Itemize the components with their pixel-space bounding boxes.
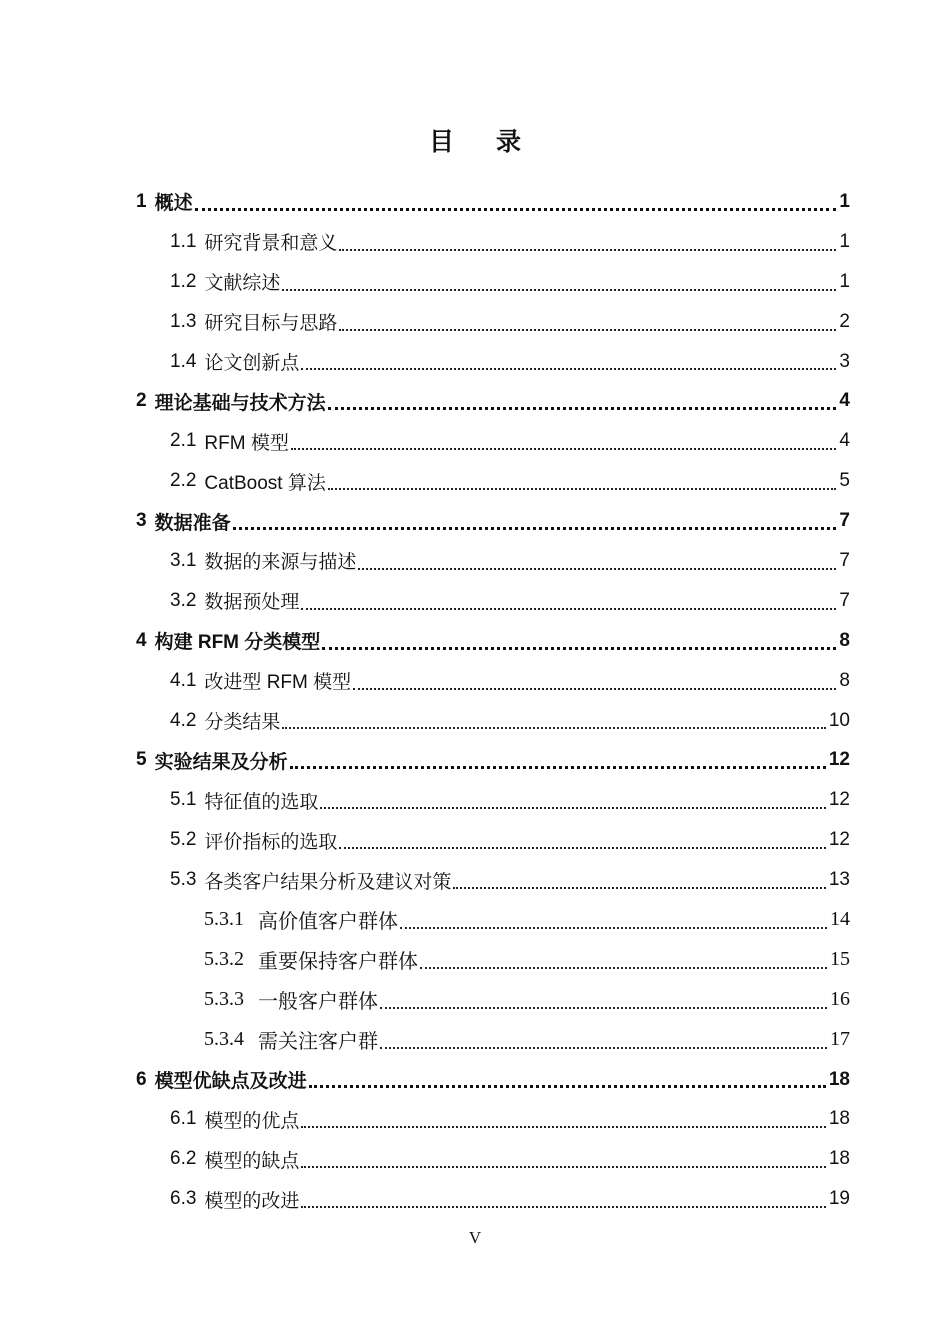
toc-entry[interactable] (0, 1060, 850, 1100)
toc-entry-number: 5.3.1 (204, 908, 244, 931)
toc-entry-number: 2 (136, 390, 147, 412)
toc-entry[interactable] (0, 940, 850, 980)
toc-entry-number: 6.1 (170, 1108, 197, 1130)
toc-entry[interactable] (0, 701, 850, 741)
toc-entry-label: 评价指标的选取 (204, 831, 338, 853)
toc-entry-label: 数据预处理 (204, 592, 300, 614)
toc-entry[interactable] (0, 342, 850, 382)
toc-entry-label: 重要保持客户群体 (258, 951, 418, 974)
toc-entry-number: 6 (136, 1068, 147, 1090)
toc-entry[interactable] (0, 860, 850, 900)
toc-entry-label: 数据准备 (154, 512, 231, 534)
table-of-contents (0, 182, 950, 1219)
toc-entry-number: 5 (136, 749, 147, 771)
dot-leader (195, 207, 837, 211)
toc-entry-label: 模型的改进 (204, 1190, 300, 1212)
dot-leader (358, 567, 836, 570)
toc-entry[interactable] (0, 182, 850, 222)
dot-leader (282, 288, 836, 291)
toc-entry-label: 分类结果 (204, 712, 281, 734)
toc-entry-page: 18 (828, 1108, 850, 1130)
dot-leader (322, 646, 836, 650)
toc-entry-page: 7 (839, 589, 850, 611)
toc-entry-label: 模型的优点 (204, 1110, 300, 1132)
toc-entry[interactable] (0, 381, 850, 421)
dot-leader (400, 926, 827, 929)
toc-entry-page: 12 (828, 829, 850, 851)
dot-leader (301, 367, 836, 370)
toc-entry[interactable] (0, 1179, 850, 1219)
toc-entry-page: 8 (839, 629, 850, 651)
toc-entry-number: 4.1 (170, 669, 197, 691)
toc-entry-number: 2.1 (170, 430, 197, 452)
toc-entry[interactable] (0, 222, 850, 262)
toc-entry-number: 2.2 (170, 470, 197, 492)
toc-entry-page: 16 (830, 988, 850, 1011)
toc-entry-label: 需关注客户群 (258, 1031, 378, 1054)
toc-entry-number: 3.1 (170, 549, 197, 571)
dot-leader (290, 765, 826, 769)
toc-entry-page: 8 (839, 669, 850, 691)
toc-entry[interactable] (0, 820, 850, 860)
toc-entry[interactable] (0, 541, 850, 581)
toc-entry-number: 5.1 (170, 789, 197, 811)
toc-entry-number: 5.2 (170, 829, 197, 851)
dot-leader (420, 966, 827, 969)
toc-entry[interactable] (0, 501, 850, 541)
toc-entry-number: 4 (136, 629, 147, 651)
toc-entry-label: 模型的缺点 (204, 1150, 300, 1172)
toc-entry-page: 4 (839, 390, 850, 412)
dot-leader (328, 487, 837, 490)
toc-entry-page: 4 (839, 430, 850, 452)
dot-leader (339, 846, 825, 849)
dot-leader (309, 1084, 826, 1088)
toc-entry-number: 1.4 (170, 350, 197, 372)
toc-entry[interactable] (0, 421, 850, 461)
toc-entry[interactable] (0, 262, 850, 302)
toc-entry-label: 各类客户结果分析及建议对策 (204, 871, 452, 893)
toc-entry-number: 5.3.2 (204, 948, 244, 971)
toc-entry-page: 3 (839, 350, 850, 372)
toc-entry-label: 实验结果及分析 (154, 751, 288, 773)
toc-entry-page: 17 (830, 1028, 850, 1051)
toc-entry-page: 12 (828, 749, 850, 771)
dot-leader (353, 687, 836, 690)
dot-leader (291, 447, 837, 450)
toc-entry-page: 15 (830, 948, 850, 971)
toc-entry-label: CatBoost 算法 (204, 472, 326, 494)
dot-leader (380, 1006, 827, 1009)
dot-leader (282, 726, 825, 729)
toc-entry-label: 概述 (154, 193, 193, 215)
dot-leader (453, 886, 825, 889)
toc-entry-page: 1 (839, 230, 850, 252)
dot-leader (301, 1165, 825, 1168)
toc-entry-number: 1.3 (170, 310, 197, 332)
toc-entry-number: 6.2 (170, 1148, 197, 1170)
toc-entry-label: 特征值的选取 (204, 791, 319, 813)
dot-leader (301, 607, 836, 610)
toc-entry-page: 1 (839, 190, 850, 212)
toc-entry[interactable] (0, 1099, 850, 1139)
toc-entry-page: 18 (828, 1068, 850, 1090)
dot-leader (301, 1205, 825, 1208)
toc-entry-page: 10 (828, 709, 850, 731)
toc-entry-number: 6.3 (170, 1188, 197, 1210)
toc-entry[interactable] (0, 780, 850, 820)
dot-leader (320, 806, 825, 809)
toc-entry[interactable] (0, 740, 850, 780)
toc-entry-label: 构建 RFM 分类模型 (154, 632, 321, 654)
toc-entry[interactable] (0, 1139, 850, 1179)
toc-entry-page: 19 (828, 1188, 850, 1210)
page-number-footer: V (468, 1228, 482, 1247)
toc-entry-number: 1.1 (170, 230, 197, 252)
toc-entry-number: 5.3 (170, 869, 197, 891)
toc-entry-label: 理论基础与技术方法 (154, 392, 326, 414)
toc-entry-label: RFM 模型 (204, 432, 289, 454)
toc-entry[interactable] (0, 661, 850, 701)
toc-entry-label: 研究目标与思路 (204, 313, 338, 335)
toc-entry-number: 3 (136, 510, 147, 532)
page-title: 目录 (428, 127, 563, 156)
toc-entry[interactable] (0, 581, 850, 621)
dot-leader (233, 526, 837, 530)
toc-entry[interactable] (0, 1020, 850, 1060)
toc-entry-label: 一般客户群体 (258, 991, 378, 1014)
toc-entry-number: 1 (136, 190, 147, 212)
toc-entry-page: 7 (839, 510, 850, 532)
dot-leader (339, 248, 836, 251)
toc-entry-page: 13 (828, 869, 850, 891)
toc-entry-label: 论文创新点 (204, 353, 300, 374)
toc-entry-page: 5 (839, 470, 850, 492)
toc-entry-page: 18 (828, 1148, 850, 1170)
toc-entry-number: 4.2 (170, 709, 197, 731)
toc-entry-label: 文献综述 (204, 273, 281, 295)
toc-entry-number: 1.2 (170, 270, 197, 292)
toc-entry-label: 数据的来源与描述 (204, 552, 357, 574)
dot-leader (301, 1125, 825, 1128)
dot-leader (328, 406, 837, 410)
toc-entry-page: 12 (828, 789, 850, 811)
toc-entry[interactable] (0, 461, 850, 501)
toc-entry-label: 模型优缺点及改进 (154, 1071, 307, 1093)
toc-entry[interactable] (0, 621, 850, 661)
toc-entry-label: 高价值客户群体 (258, 911, 398, 934)
toc-entry-number: 5.3.4 (204, 1028, 244, 1051)
toc-entry-label: 改进型 RFM 模型 (204, 672, 352, 694)
toc-entry[interactable] (0, 302, 850, 342)
toc-entry-page: 7 (839, 549, 850, 571)
dot-leader (339, 328, 836, 331)
toc-entry-number: 5.3.3 (204, 988, 244, 1011)
toc-entry-page: 14 (830, 908, 850, 931)
dot-leader (380, 1046, 827, 1049)
toc-entry-number: 3.2 (170, 589, 197, 611)
toc-entry-page: 2 (839, 310, 850, 332)
toc-entry-label: 研究背景和意义 (204, 233, 338, 255)
toc-entry[interactable] (0, 980, 850, 1020)
toc-entry-page: 1 (839, 270, 850, 292)
toc-entry[interactable] (0, 900, 850, 940)
